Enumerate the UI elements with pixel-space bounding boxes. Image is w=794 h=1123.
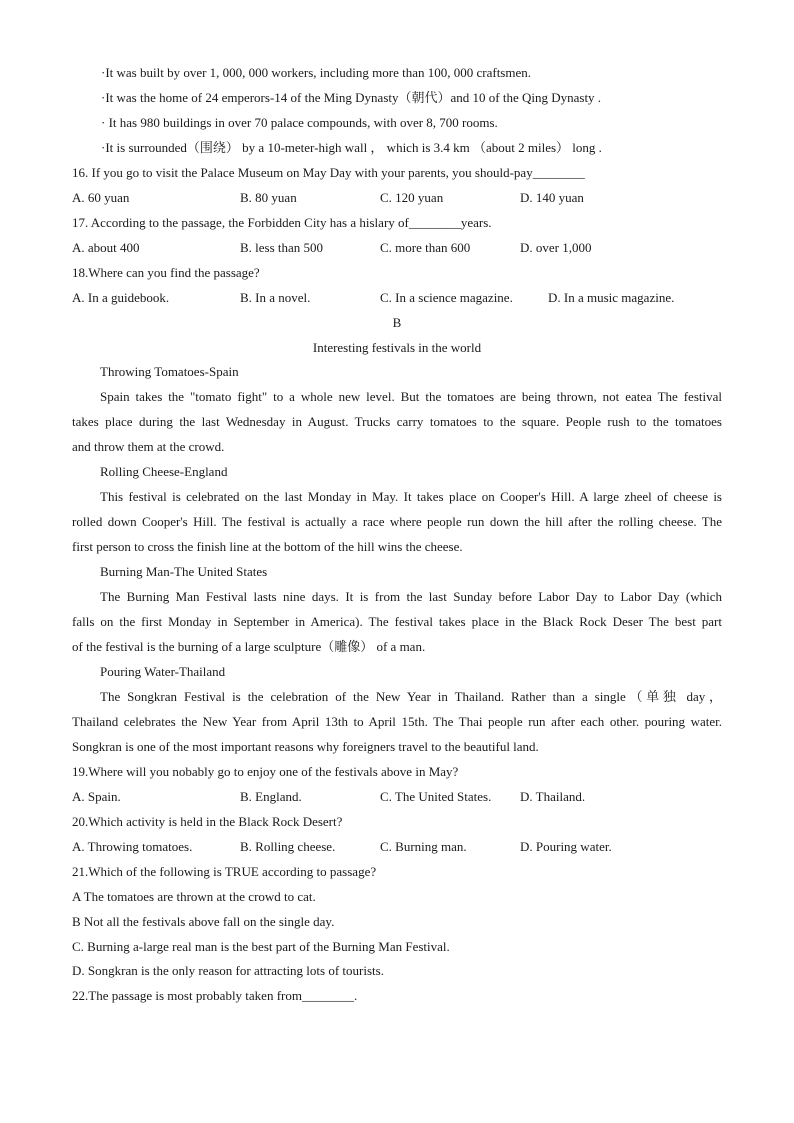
festival-text-line: Thailand celebrates the New Year from April 13th to April 15th. The Thai people run after each other. pouring water.: [72, 714, 722, 729]
question-16: 16. If you go to visit the Palace Museum on May Day with your parents, you should-pay________: [72, 165, 585, 180]
fact-line-3: · It has 980 buildings in over 70 palace compounds, with over 8, 700 rooms.: [101, 115, 498, 130]
q19-option-a[interactable]: A. Spain.: [72, 789, 121, 804]
festival-text-line: rolled down Cooper's Hill. The festival is actually a race where people run down the hill after the rolling cheese. The: [72, 514, 722, 529]
q18-option-b[interactable]: B. In a novel.: [240, 290, 311, 305]
question-22: 22.The passage is most probably taken from________.: [72, 988, 358, 1003]
festival-heading-burning-man: Burning Man-The United States: [100, 564, 268, 579]
fact-line-2: ·It was the home of 24 emperors-14 of the Ming Dynasty（朝代）and 10 of the Qing Dynasty .: [101, 90, 602, 105]
festival-text-line: takes place during the last Wednesday in August. Trucks carry tomatoes to the square. People rush to the tomatoes: [72, 414, 722, 429]
festival-text-line: Spain takes the "tomato fight" to a whole new level. But the tomatoes are being thrown, not eatea The festival: [100, 389, 722, 404]
festival-text-line: falls on the first Monday in September in America). The festival takes place in the Black Rock Deser The best part: [72, 614, 722, 629]
q20-option-c[interactable]: C. Burning man.: [380, 839, 467, 854]
q17-option-d[interactable]: D. over 1,000: [520, 240, 592, 255]
q19-option-c[interactable]: C. The United States.: [380, 789, 492, 804]
q18-option-d[interactable]: D. In a music magazine.: [548, 290, 675, 305]
question-18: 18.Where can you find the passage?: [72, 265, 260, 280]
festival-heading-water: Pouring Water-Thailand: [100, 664, 226, 679]
section-letter: B: [392, 315, 402, 330]
q21-option-d[interactable]: D. Songkran is the only reason for attracting lots of tourists.: [72, 963, 384, 978]
question-21: 21.Which of the following is TRUE according to passage?: [72, 864, 377, 879]
festival-text-line: The Burning Man Festival lasts nine days. It is from the last Sunday before Labor Day to Labor Day (which: [100, 589, 722, 604]
q20-option-b[interactable]: B. Rolling cheese.: [240, 839, 336, 854]
q21-option-c[interactable]: C. Burning a-large real man is the best part of the Burning Man Festival.: [72, 939, 450, 954]
festival-heading-tomatoes: Throwing Tomatoes-Spain: [100, 364, 239, 379]
q18-option-a[interactable]: A. In a guidebook.: [72, 290, 170, 305]
q18-option-c[interactable]: C. In a science magazine.: [380, 290, 513, 305]
q17-option-b[interactable]: B. less than 500: [240, 240, 324, 255]
q19-option-b[interactable]: B. England.: [240, 789, 302, 804]
festival-text-line: and throw them at the crowd.: [72, 439, 225, 454]
q16-option-c[interactable]: C. 120 yuan: [380, 190, 444, 205]
question-17: 17. According to the passage, the Forbidden City has a hislary of________years.: [72, 215, 492, 230]
festival-text-line: This festival is celebrated on the last Monday in May. It takes place on Cooper's Hill. A large zheel of cheese is: [100, 489, 722, 504]
fact-line-4: ·It is surrounded（围绕） by a 10-meter-high wall ， which is 3.4 km （about 2 miles） long .: [101, 140, 602, 155]
q16-option-d[interactable]: D. 140 yuan: [520, 190, 584, 205]
festival-text-line: of the festival is the burning of a large sculpture（雕像） of a man.: [72, 639, 426, 654]
fact-line-1: ·It was built by over 1, 000, 000 workers, including more than 100, 000 craftsmen.: [101, 65, 531, 80]
q20-option-a[interactable]: A. Throwing tomatoes.: [72, 839, 193, 854]
q21-option-a[interactable]: A The tomatoes are thrown at the crowd to cat.: [72, 889, 316, 904]
festival-text-line: first person to cross the finish line at the bottom of the hill wins the cheese.: [72, 539, 463, 554]
question-20: 20.Which activity is held in the Black Rock Desert?: [72, 814, 343, 829]
section-title: Interesting festivals in the world: [312, 340, 482, 355]
q16-option-b[interactable]: B. 80 yuan: [240, 190, 297, 205]
q21-option-b[interactable]: B Not all the festivals above fall on the single day.: [72, 914, 335, 929]
question-19: 19.Where will you nobably go to enjoy one of the festivals above in May?: [72, 764, 459, 779]
q17-option-a[interactable]: A. about 400: [72, 240, 140, 255]
q19-option-d[interactable]: D. Thailand.: [520, 789, 586, 804]
festival-text-line: The Songkran Festival is the celebration of the New Year in Thailand. Rather than a single（单独 day，: [100, 689, 722, 704]
festival-text-line: Songkran is one of the most important reasons why foreigners travel to the beautiful land.: [72, 739, 539, 754]
q20-option-d[interactable]: D. Pouring water.: [520, 839, 612, 854]
q17-option-c[interactable]: C. more than 600: [380, 240, 471, 255]
q16-option-a[interactable]: A. 60 yuan: [72, 190, 130, 205]
festival-heading-cheese: Rolling Cheese-England: [100, 464, 228, 479]
